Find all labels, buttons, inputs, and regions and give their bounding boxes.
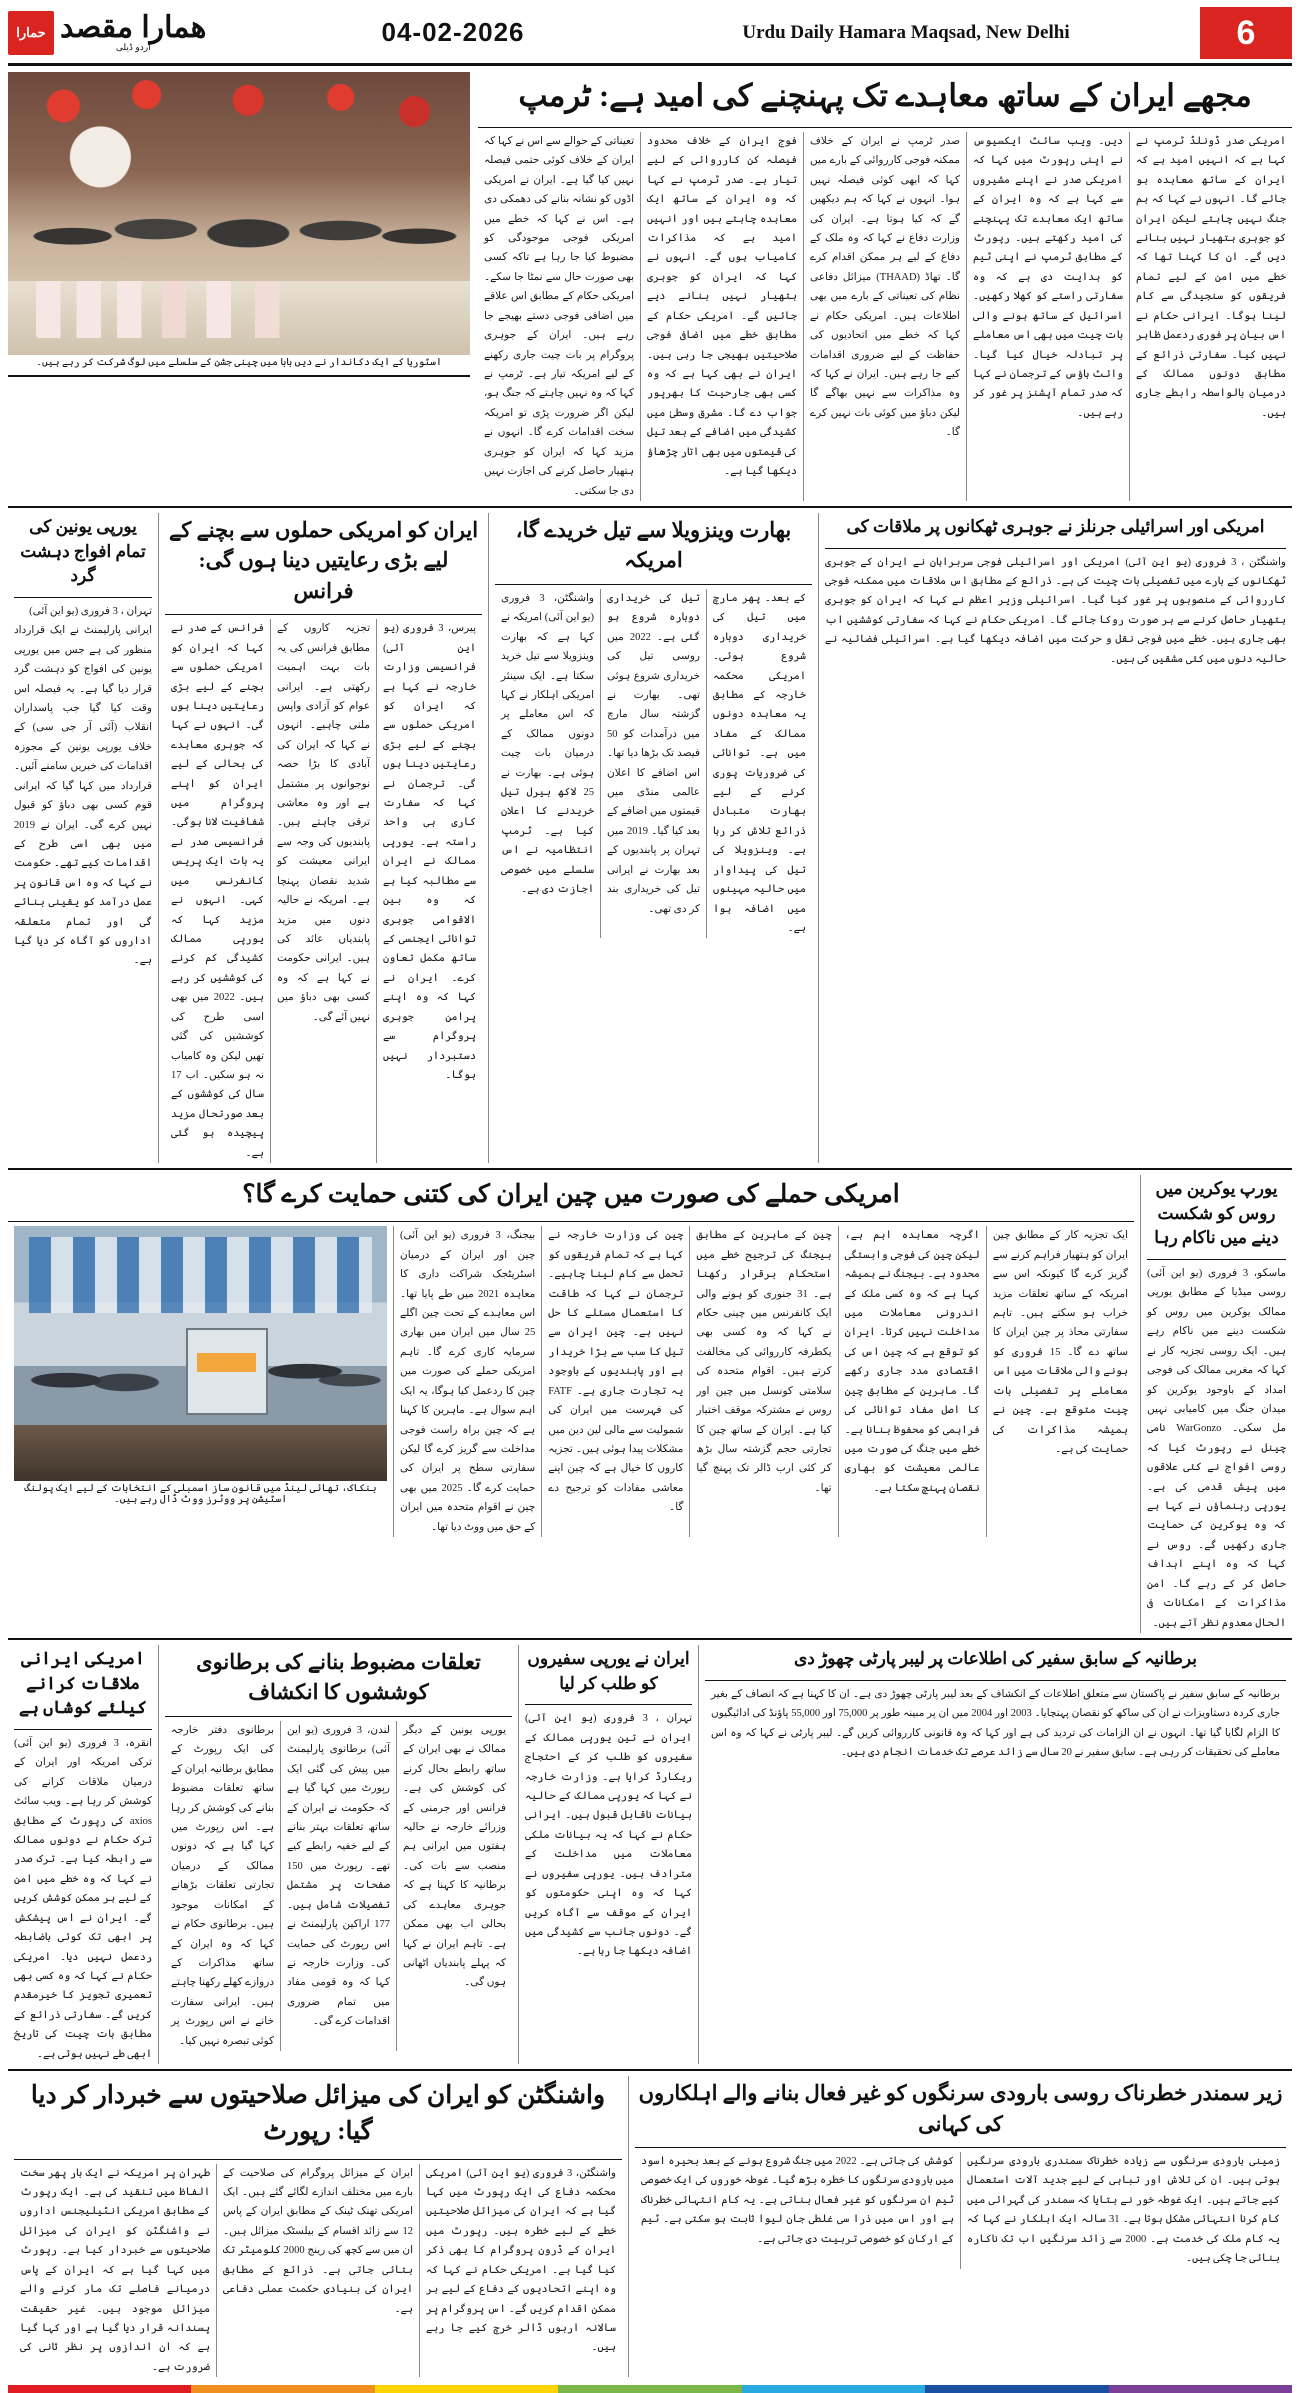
article-france-col-1: فرانس کے صدر نے کہا کہ ایران کو امریکی حملوں سے بچنے کے لیے بڑی رعایتیں دینا ہوں گی۔ انہوں نے کہا کہ جوہری معاہدے کی بحالی کے لیے ایران کو اپنے پروگرام میں شفافیت لانا ہوگی۔ فرانسیسی صدر نے یہ بات ایک پریس کانفرنس میں کہی۔ انہوں نے مزید کہا کہ یورپی ممالک کشیدگی کم کرنے کی کوششیں کر رہے ہیں۔ 2022 میں بھی اسی طرح کی کوششیں کی گئی تھیں لیکن وہ کامیاب نہ ہو سکیں۔ اب 17 سال کی کوششوں کے بعد صورتحال مزید پیچیدہ ہو گئی ہے۔ [171,623,264,1159]
lead-column-4: دیں۔ ویب سائٹ ایکسیوس نے اپنی رپورٹ میں کہا کہ امریکی صدر نے اپنے مشیروں سے کہا ہے کہ وہ ایران کے ساتھ ایک معاہدے تک پہنچنے کی امید رکھتے ہیں۔ رپورٹ کے مطابق ٹرمپ نے اپنی ٹیم کو ہدایت دی ہے کہ وہ سفارتی راستے کو کھلا رکھیں۔ اسرائیل کے ساتھ ہونے والی بات چیت میں بھی اس معاملے پر تبادلہ خیال کیا گیا۔ وائٹ ہاؤس کے ترجمان نے کہا کہ صدر تمام آپشنز پر غور کر رہے ہیں۔ [973,135,1123,419]
photo-banner-layer [29,1237,372,1314]
article-eu-forces-headline: یورپی یونین کی تمام افواج دہشت گرد [20,516,146,586]
article-france-headline: ایران کو امریکی حملوں سے بچنے کے لیے بڑی رعایتیں دینا ہوں گی: فرانس [168,517,479,603]
article-venezuela-oil-headline: بھارت وینزویلا سے تیل خریدے گا، امریکہ [515,517,792,573]
article-eu-forces-dateline: تہران ، 3 فروری (یو این آئی) [29,605,152,617]
article-us-israel-generals-headline: امریکی اور اسرائیلی جرنلز نے جوہری ٹھکانوں پر ملاقات کی [846,516,1265,536]
color-swatch [191,2385,374,2393]
article-ex-ambassador-labour-headline: برطانیہ کے سابق سفیر کی اطلاعات پر لیبر پارٹی چھوڑ دی [793,1649,1198,1669]
article-europe-ukraine-headline: یورپ یوکرین میں روس کو شکست دینے میں ناکام رہا [1154,1179,1279,1248]
color-swatch [558,2385,741,2393]
row-three [8,1175,1292,1633]
lead-column-1: تعیناتی کے حوالے سے اس نے کہا کہ ایران کے خلاف کوئی حتمی فیصلہ نہیں کیا گیا ہے۔ ایران نے امریکی اڈوں کو نشانہ بنانے کی دھمکی دی ہے۔ اس نے کہا کہ خطے میں امریکی فوجی موجودگی کو مضبوط کیا جا رہا ہے تاکہ کسی بھی صورت حال سے نمٹا جا سکے۔ امریکی حکام کے مطابق اس علاقے میں اضافی فوجی دستے بھیجے جا رہے ہیں۔ ایران کے جوہری پروگرام پر بات چیت جاری رکھنے کے لیے امریکہ تیار ہے۔ ٹرمپ نے کہا کہ وہ نہیں چاہتے کہ جنگ ہو، لیکن اگر ضرورت پڑی تو امریکہ سخت اقدامات کرے گا۔ انہوں نے مزید کہا کہ ایران کو جوہری ہتھیار حاصل کرنے کی اجازت نہیں دی جا سکتی۔ [484,135,634,497]
article-britain-ties-col-2: لندن، 3 فروری (یو این آئی) برطانوی پارلیمنٹ میں پیش کی گئی ایک رپورٹ میں کہا گیا ہے کہ حکومت نے ایران کے ساتھ تعلقات بہتر بنانے کے لیے خفیہ رابطے کیے تھے۔ رپورٹ میں 150 صفحات پر مشتمل تفصیلات شامل ہیں۔ 177 اراکین پارلیمنٹ نے اس رپورٹ کی حمایت کی۔ وزارت خارجہ نے کہا کہ وہ قومی مفاد میں تمام ضروری اقدامات کرے گی۔ [287,1724,390,2028]
photo-cups-layer [36,281,443,338]
lead-photo-block [8,72,478,501]
edition-date: 04-02-2026 [381,17,525,47]
polling-station-photo [14,1226,387,1481]
article-sea-mines-headline: زیر سمندر خطرناک روسی بارودی سرنگوں کو غیر فعال بنانے والے اہلکاروں کی کہانی [638,2081,1283,2136]
article-venezuela-oil-col-2: تیل کی خریداری دوبارہ شروع ہو گئی ہے۔ 2022 میں روسی تیل کی خریداری شروع ہوئی تھی۔ بھارت نے گزشتہ سال مارچ میں درآمدات کو 50 فیصد تک بڑھا دیا تھا۔ اس اضافے کا اعلان عالمی منڈی میں قیمتوں میں اضافے کے بعد کیا گیا۔ 2019 میں تہران پر پابندیوں کے بعد بھارت نے ایرانی تیل کی خریداری بند کر دی تھی۔ [607,592,700,915]
article-britain-ties-col-1: برطانوی دفتر خارجہ کی ایک رپورٹ کے مطابق برطانیہ ایران کے ساتھ تعلقات مضبوط بنانے کی کوشش کر رہا ہے۔ اس رپورٹ میں کہا گیا ہے کہ دونوں ممالک کے درمیان تجارتی تعلقات بڑھانے کے امکانات موجود ہیں۔ برطانوی حکام نے کہا کہ وہ ایران کے ساتھ مذاکرات کے دروازے کھلے رکھنا چاہتے ہیں۔ ایرانی سفارت خانے نے اس رپورٹ پر کوئی تبصرہ نہیں کیا۔ [171,1724,274,2047]
article-china-support-col-3: چین کے ماہرین کے مطابق بیجنگ کی ترجیح خطے میں استحکام برقرار رکھنا ہے۔ 31 جنوری کو ہونے والی ایک کانفرنس میں چینی حکام نے کہا کہ وہ کسی بھی یکطرفہ کارروائی کی مخالفت کرتے ہیں۔ اقوام متحدہ کی سلامتی کونسل میں چین اور روس نے مشترکہ موقف اختیار کیا ہے۔ ایران کے ساتھ چین کا تجارتی حجم گزشتہ سال بڑھ کر کئی ارب ڈالر تک پہنچ گیا تھا۔ [696,1230,832,1494]
row-two [8,513,1292,1163]
lead-photo [8,72,470,355]
color-swatch [925,2385,1108,2393]
row-five [8,2076,1292,2377]
lead-headline: مجھے ایران کے ساتھ معاہدے تک پہنچنے کی امید ہے: ٹرمپ [518,78,1252,113]
article-missile-warning-headline: واشنگٹن کو ایران کی میزائل صلاحیتوں سے خبردار کر دیا گیا: رپورٹ [30,2082,606,2146]
logo-urdu-text: همارا مقصد [60,11,207,44]
logo-mark-icon: حمارا [8,11,54,55]
lead-section [8,72,1292,501]
lead-column-2: فوج ایران کے خلاف محدود فیصلہ کن کارروائی کے لیے تیار ہے۔ صدر ٹرمپ نے کہا کہ وہ ایران کے ساتھ ایک معاہدہ چاہتے ہیں اور انہیں امید ہے کہ مذاکرات کامیاب ہوں گے۔ انہوں نے کہا کہ ایران کو جوہری ہتھیار نہیں بنانے دیے جائیں گے۔ امریکی حکام کے مطابق خطے میں اضافی فوجی صلاحیتیں بھیجی جا رہی ہیں۔ ایران نے بھی کہا ہے کہ وہ کسی بھی جارحیت کا بھرپور جواب دے گا۔ مشرق وسطیٰ میں کشیدگی میں اضافے کے بعد تیل کی قیمتوں میں بھی اتار چڑھاؤ دیکھا گیا ہے۔ [647,135,797,478]
color-swatch [1109,2385,1292,2393]
logo-sub: اردو ڈیلی [115,42,151,52]
article-china-support-col-5: ایک تجزیہ کار کے مطابق چین ایران کو ہتھیار فراہم کرنے سے گریز کرے گا کیونکہ اس سے امریکہ کے ساتھ تعلقات مزید خراب ہو سکتے ہیں۔ تاہم سفارتی محاذ پر چین ایران کا ساتھ دے گا۔ 15 فروری کو ہونے والی ملاقات میں اس معاملے پر تفصیلی بات چیت متوقع ہے۔ چین نے ہمیشہ مذاکرات کی حمایت کی ہے۔ [992,1230,1129,1455]
article-venezuela-oil-col-3: کے بعد۔ پھر مارچ میں تیل کی خریداری دوبارہ شروع ہوئی۔ امریکی محکمہ خارجہ کے مطابق یہ معاہدہ دونوں ممالک کے مفاد میں ہے۔ توانائی کی ضروریات پوری کرنے کے لیے بھارت متبادل ذرائع تلاش کر رہا ہے۔ وینزویلا کی تیل کی پیداوار میں حالیہ مہینوں میں اضافہ ہوا ہے۔ [713,592,806,934]
article-missile-warning-col-3: واشنگٹن، 3 فروری (یو این آئی) امریکی محکمہ دفاع کی ایک رپورٹ میں کہا گیا ہے کہ ایران کی میزائل صلاحیتیں خطے کے لیے خطرہ ہیں۔ رپورٹ میں ایران کے ڈرون پروگرام کا بھی ذکر کیا گیا ہے۔ امریکی حکام نے کہا کہ وہ اپنے اتحادیوں کے دفاع کے لیے ہر ممکن اقدام کریں گے۔ اس پروگرام پر سالانہ اربوں ڈالر خرچ کیے جا رہے ہیں۔ [426,2167,616,2354]
lead-photo-caption: اسٹوریا کے ایک دکاندار نے دیں بابا میں چینی جشن کے سلسلے میں لوگ شرکت کر رہے ہیں۔ [36,357,442,368]
publication-title: Urdu Daily Hamara Maqsad, New Delhi [742,21,1070,43]
article-ex-ambassador-labour-text: برطانیہ کے سابق سفیر نے پاکستان سے متعلق اطلاعات کے انکشاف کے بعد لیبر پارٹی چھوڑ دی ہے۔ ان کا کہنا ہے کہ انصاف کے بغیر جاری کردہ دستاویزات نے ان کی ساکھ کو نقصان پہنچایا۔ 2003 اور 2004 میں ان پر مبینہ طور پر 75,000 اور 55,000 پاؤنڈ کی ادائیگیوں کا الزام لگایا گیا تھا۔ انہوں نے ان الزامات کی تردید کی ہے اور کہا کہ وہ قانونی کارروائی کریں گے۔ لیبر پارٹی نے کہا کہ وہ اس معاملے کی تحقیقات کر رہی ہے۔ سابق سفیر نے 20 سال سے زائد عرصے تک خدمات انجام دی ہیں۔ [711,1688,1281,1758]
polling-station-caption: بنکاک، تھائی لینڈ میں قانون ساز اسمبلی کے انتخابات کے لیے ایک پولنگ اسٹیشن پر ووٹرز ووٹ ڈال رہے ہیں۔ [24,1483,377,1506]
lead-column-5: امریکی صدر ڈونلڈ ٹرمپ نے کہا ہے کہ انہیں امید ہے کہ ایران کے ساتھ معاہدہ ہو جائے گا۔ انہوں نے کہا کہ ہم جنگ نہیں چاہتے لیکن ایران کو جوہری ہتھیار نہیں بنانے دیں گے۔ ان کا کہنا تھا کہ خطے میں امن کے لیے تمام فریقوں کو سنجیدگی سے کام لینا ہوگا۔ ایرانی حکام نے اس بیان پر فوری ردعمل ظاہر نہیں کیا۔ سفارتی ذرائع کے مطابق دونوں ممالک کے درمیان بالواسطہ رابطے جاری ہیں۔ [1136,135,1286,419]
article-turkey-mediation-headline: امریکی ایرانی ملاقات کرانے کیلئے کوشاں ہے [18,1649,148,1718]
article-venezuela-oil-col-1: واشنگٹن، 3 فروری (یو این آئی) امریکہ نے کہا ہے کہ بھارت وینزویلا سے تیل خرید سکتا ہے۔ ایک سینئر امریکی اہلکار نے کہا کہ اس معاملے پر دونوں ممالک کے درمیان بات چیت ہوئی ہے۔ بھارت نے 25 لاکھ بیرل تیل خریدنے کا اعلان کیا ہے۔ ٹرمپ انتظامیہ نے اس سلسلے میں خصوصی اجازت دی ہے۔ [501,592,594,896]
article-china-support-col-2: چین کی وزارت خارجہ نے کہا ہے کہ تمام فریقوں کو تحمل سے کام لینا چاہیے۔ ترجمان نے کہا کہ طاقت کا استعمال مسئلے کا حل نہیں ہے۔ چین ایران سے تیل کا سب سے بڑا خریدار ہے اور پابندیوں کے باوجود یہ تجارت جاری ہے۔ FATF کی فہرست میں ایران کی شمولیت سے مالی لین دین میں مشکلات پیدا ہوئی ہیں۔ تجزیہ کاروں کا خیال ہے کہ چین اپنے معاشی مفادات کو ترجیح دے گا۔ [548,1230,684,1514]
masthead [8,6,1292,66]
article-us-israel-generals-text: واشنگٹن ، 3 فروری (یو این آئی) امریکی اور اسرائیلی فوجی سربراہان نے ایران کے جوہری ٹھکانوں کے بارے میں تفصیلی بات چیت کی ہے۔ ذرائع کے مطابق اس ملاقات میں ممکنہ فوجی کارروائی کے منصوبوں پر غور کیا گیا۔ اسرائیلی وزیر اعظم نے کہا کہ ایران کو جوہری ہتھیار حاصل کرنے سے ہر صورت روکا جائے گا۔ امریکی حکام نے کہا کہ سفارتی کوششیں اب بھی جاری ہیں۔ خطے میں فوجی نقل و حرکت میں اضافہ دیکھا گیا ہے۔ اسرائیلی فضائیہ نے حالیہ دنوں میں کئی مشقیں کی ہیں۔ [825,556,1287,665]
article-france-col-2: تجزیہ کاروں کے مطابق فرانس کی یہ بات بہت اہمیت رکھتی ہے۔ ایرانی عوام کو آزادی واپس ملنی چاہیے۔ انہوں نے کہا کہ ایران کی آبادی کا بڑا حصہ نوجوانوں پر مشتمل ہے اور وہ معاشی ترقی چاہتے ہیں۔ پابندیوں کی وجہ سے ایرانی معیشت کو شدید نقصان پہنچا ہے۔ امریکہ نے حالیہ دنوں میں مزید پابندیاں عائد کی ہیں۔ ایرانی حکومت نے کہا ہے کہ وہ کسی بھی دباؤ میں نہیں آئے گی۔ [277,623,370,1023]
color-swatch [375,2385,558,2393]
article-britain-ties-headline: تعلقات مضبوط بنانے کی برطانوی کوششوں کا انکشاف [196,1650,481,1705]
row-four [8,1645,1292,2064]
article-china-support-col-1: بیجنگ، 3 فروری (یو این آئی) چین اور ایران کے درمیان اسٹریٹجک شراکت داری کا معاہدہ 2021 میں طے پایا تھا۔ اس معاہدے کے تحت چین اگلے 25 سال میں ایران میں بھاری سرمایہ کاری کرے گا۔ تاہم امریکی حملے کی صورت میں چین کا ردعمل کیا ہوگا، یہ ایک اہم سوال ہے۔ ماہرین کا کہنا ہے کہ چین براہ راست فوجی مداخلت سے گریز کرے گا لیکن سفارتی سطح پر ایران کی حمایت کرے گا۔ 2025 میں بھی چین نے اقوام متحدہ میں ایران کے حق میں ووٹ دیا تھا۔ [400,1230,536,1533]
article-iran-summons-envoys-text: تہران ، 3 فروری (یو این آئی) ایران نے تین یورپی ممالک کے سفیروں کو طلب کر کے احتجاج ریکارڈ کرایا ہے۔ وزارت خارجہ نے کہا کہ یورپی ممالک کے حالیہ بیانات ناقابل قبول ہیں۔ ایرانی حکام نے کہا کہ یہ بیانات ملکی معاملات میں مداخلت کے مترادف ہیں۔ یورپی سفیروں نے کہا کہ وہ اپنی حکومتوں کو ایران کے موقف سے آگاہ کریں گے۔ دونوں جانب سے کشیدگی میں اضافہ دیکھا جا رہا ہے۔ [525,1713,692,1958]
article-europe-ukraine-text: ماسکو، 3 فروری (یو این آئی) روسی میڈیا کے مطابق یورپی ممالک یوکرین میں روس کو شکست دینے میں ناکام رہے ہیں۔ ایک روسی تجزیہ کار نے کہا کہ مغربی ممالک کی فوجی امداد کے باوجود یوکرین کو میدان جنگ میں کامیابی نہیں مل سکی۔ WarGonzo نامی چینل نے رپورٹ کیا کہ روسی افواج نے کئی علاقوں میں پیش قدمی کی ہے۔ یورپی رہنماؤں نے کہا ہے کہ وہ یوکرین کی حمایت جاری رکھیں گے۔ روس نے کہا کہ وہ اپنے اہداف حاصل کر کے رہے گا۔ امن مذاکرات کے امکانات فی الحال معدوم نظر آتے ہیں۔ [1147,1268,1287,1629]
ballot-box-shape [186,1328,268,1415]
article-china-support-headline: امریکی حملے کی صورت میں چین ایران کی کتنی حمایت کرے گا؟ [242,1181,900,1209]
photo-desk-layer [14,1425,387,1481]
logo-block [8,11,288,55]
article-britain-ties-col-3: یورپی یونین کے دیگر ممالک نے بھی ایران کے ساتھ رابطے بحال کرنے کی کوشش کی ہے۔ فرانس اور جرمنی کے وزرائے خارجہ نے حالیہ ہفتوں میں ایرانی ہم منصب سے بات کی۔ برطانیہ کا کہنا ہے کہ جوہری معاہدے کی بحالی اب بھی ممکن ہے۔ تاہم ایران نے کہا کہ پہلے پابندیاں اٹھانی ہوں گی۔ [403,1724,506,1989]
article-sea-mines-col-2: زمینی بارودی سرنگوں سے زیادہ خطرناک سمندری بارودی سرنگیں ہوتی ہیں۔ ان کی تلاش اور تباہی کے لیے جدید آلات استعمال کیے جاتے ہیں۔ ایک غوطہ خور نے بتایا کہ سمندر کی گہرائی میں کام کرنا انتہائی مشکل ہوتا ہے۔ 31 سالہ ایک اہلکار نے کہا کہ یہ کام ملک کی خدمت ہے۔ 2000 سے زائد سرنگیں اب تک ناکارہ بنائی جا چکی ہیں۔ [967,2155,1281,2265]
article-sea-mines-col-1: کوشش کی جاتی ہے۔ 2022 میں جنگ شروع ہونے کے بعد بحیرہ اسود میں بارودی سرنگوں کا خطرہ بڑھ گیا۔ غوطہ خوروں کی ایک خصوصی ٹیم ان سرنگوں کو غیر فعال بناتی ہے۔ یہ کام انتہائی خطرناک ہے اور اس میں ذرا سی غلطی جان لیوا ثابت ہو سکتی ہے۔ ٹیم کے ارکان کو خصوصی تربیت دی جاتی ہے۔ [641,2155,955,2245]
color-swatch [742,2385,925,2393]
article-eu-forces-text: ایرانی پارلیمنٹ نے ایک قرارداد منظور کی ہے جس میں یورپی یونین کی افواج کو دہشت گرد قرار دیا گیا ہے۔ یہ فیصلہ اس وقت کیا گیا جب پاسداران انقلاب (آئی آر جی سی) کے خلاف یورپی یونین کے مجوزہ اقدامات کی خبریں سامنے آئیں۔ قرارداد میں کہا گیا کہ ایرانی قوم کسی بھی دباؤ کو قبول نہیں کرے گی۔ ایران نے 2019 میں بھی اسی طرح کے اقدامات کیے تھے۔ حکومت نے کہا کہ وہ اس قانون پر عمل درآمد کو یقینی بنائے گی اور تمام متعلقہ اداروں کو آگاہ کر دیا گیا ہے۔ [14,625,152,967]
color-swatch [8,2385,191,2393]
photo-people-layer [8,151,470,293]
color-registration-bar [8,2385,1292,2393]
article-missile-warning-col-1: طہران پر امریکہ نے ایک بار پھر سخت الفاظ میں تنقید کی ہے۔ ایک رپورٹ کے مطابق امریکی انٹیلیجنس اداروں نے واشنگٹن کو ایران کی میزائل صلاحیتوں سے خبردار کیا ہے۔ رپورٹ میں کہا گیا ہے کہ ایران کے پاس درمیانے فاصلے تک مار کرنے والے میزائل موجود ہیں۔ غیر حقیقت پسندانہ قرار دیا گیا ہے اور کہا گیا ہے کہ ان اندازوں پر نظر ثانی کی ضرورت ہے۔ [20,2167,210,2373]
article-missile-warning-col-2: ایران کے میزائل پروگرام کی صلاحیت کے بارے میں مختلف اندازے لگائے گئے ہیں۔ ایک امریکی تھنک ٹینک کے مطابق ایران کے پاس 12 سے زائد اقسام کے بیلسٹک میزائل ہیں۔ ان میں سے کچھ کی رینج 2000 کلومیٹر تک بتائی جاتی ہے۔ ذرائع کے مطابق ایران کی بنیادی حکمت عملی دفاعی ہے۔ [223,2167,414,2315]
article-china-support-col-4: اگرچہ معاہدہ اہم ہے، لیکن چین کی فوجی وابستگی محدود ہے۔ بیجنگ نے ہمیشہ کہا ہے کہ وہ کسی ملک کے اندرونی معاملات میں مداخلت نہیں کرتا۔ ایران کو توقع ہے کہ چین اس کی اقتصادی مدد جاری رکھے گا۔ ماہرین کے مطابق چین کا اصل مفاد توانائی کی فراہمی کو محفوظ بنانا ہے۔ خطے میں جنگ کی صورت میں عالمی معیشت کو بھاری نقصان پہنچ سکتا ہے۔ [844,1230,980,1494]
lead-column-3: صدر ٹرمپ نے ایران کے خلاف ممکنہ فوجی کارروائی کے بارے میں کہا کہ ابھی کوئی فیصلہ نہیں ہوا۔ انہوں نے کہا کہ ہم دیکھیں گے کہ کیا ہوتا ہے۔ ایران کی وزارت دفاع نے کہا کہ وہ ملک کے دفاع کے لیے ہر ممکن اقدام کرے گا۔ تھاڈ (THAAD) میزائل دفاعی نظام کی تعیناتی کے بارے میں بھی اطلاعات ہیں۔ امریکی حکام نے کہا کہ خطے میں اتحادیوں کی حفاظت کے لیے ضروری اقدامات کیے جا رہے ہیں۔ ایران نے کہا کہ وہ مذاکرات سے نہیں بھاگے گا لیکن دباؤ میں کوئی بات نہیں کرے گا۔ [810,135,960,439]
article-france-col-3: پیرس، 3 فروری (یو این آئی) فرانسیسی وزارت خارجہ نے کہا ہے کہ ایران کو امریکی حملوں سے بچنے کے لیے بڑی رعایتیں دینا ہوں گی۔ ترجمان نے کہا کہ سفارت کاری ہی واحد راستہ ہے۔ یورپی ممالک نے ایران سے مطالبہ کیا ہے کہ وہ بین الاقوامی جوہری توانائی ایجنسی کے ساتھ مکمل تعاون کرے۔ ایران نے کہا کہ وہ اپنے پرامن جوہری پروگرام سے دستبردار نہیں ہوگا۔ [383,623,476,1081]
lead-columns [478,132,1292,501]
logo-urdu [60,13,206,52]
article-iran-summons-envoys-headline: ایران نے یورپی سفیروں کو طلب کر لیا [527,1649,690,1693]
page-number: 6 [1200,7,1292,59]
article-turkey-mediation-text: انقرہ، 3 فروری (یو این آئی) ترکی امریکہ اور ایران کے درمیان ملاقات کرانے کی کوشش کر رہا ہے۔ ویب سائٹ axios کی رپورٹ کے مطابق ترک حکام نے دونوں ممالک سے رابطہ کیا ہے۔ ترک صدر نے کہا کہ وہ خطے میں امن کے لیے ہر ممکن کوشش کریں گے۔ ایران نے اس پیشکش پر ابھی تک کوئی باضابطہ ردعمل نہیں دیا۔ امریکی حکام نے کہا کہ وہ کسی بھی تعمیری تجویز کا خیرمقدم کریں گے۔ سفارتی ذرائع کے مطابق بات چیت کی تاریخ ابھی طے نہیں ہوئی ہے۔ [14,1737,152,2060]
lead-text-block [478,72,1292,501]
